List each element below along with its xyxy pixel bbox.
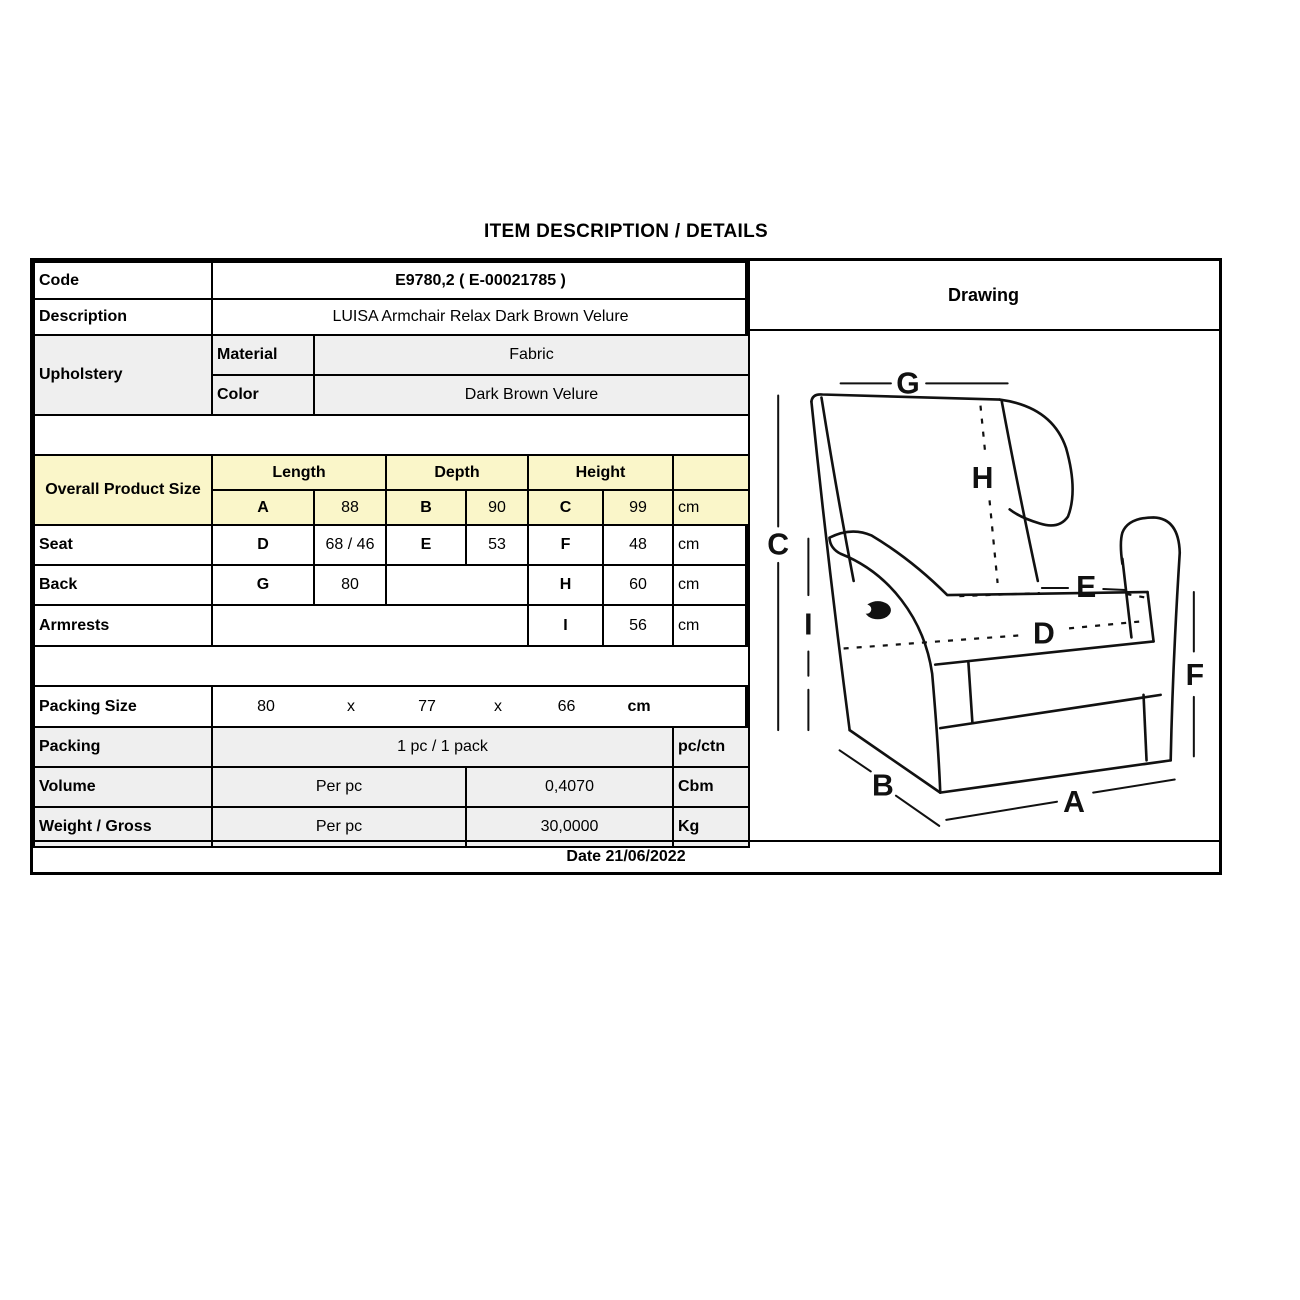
dim-label-b: B [871,769,894,803]
right-arm-top-roll [1121,517,1180,563]
packing-size-v2: 77 [418,697,436,715]
back-row [34,565,749,605]
code-label: Code [34,262,212,299]
back-right-edge [1002,401,1038,581]
seat-height-key: F [528,525,603,565]
overall-depth-key: B [386,490,466,525]
spacer-row [34,646,749,686]
date-row [33,840,1219,872]
overall-length-key: A [212,490,314,525]
dim-label-c: C [767,528,790,562]
color-value: Dark Brown Velure [314,375,749,415]
seat-unit: cm [673,525,749,565]
packing-size-v3: 66 [557,697,576,715]
volume-value: 0,4070 [466,767,673,807]
dim-label-e: E [1076,571,1097,605]
spacer-row [34,415,749,455]
armrests-row [34,605,749,646]
upholstery-label: Upholstery [34,335,212,415]
dim-label-i: I [804,608,813,642]
upholstery-material-row [34,335,749,375]
armchair-drawing [748,331,1219,840]
base-left-edge [850,730,941,792]
packing-size-label: Packing Size [34,686,212,727]
volume-label: Volume [34,767,212,807]
depth-header: Depth [386,455,528,490]
color-label: Color [212,375,314,415]
dim-label-h: H [971,462,994,496]
dim-label-g: G [896,367,920,401]
code-row [34,262,749,299]
packing-value: 1 pc / 1 pack [212,727,673,767]
packing-size-row [34,686,749,727]
packing-size-values [212,686,749,727]
volume-unit: Cbm [673,767,749,807]
seat-length-value: 68 / 46 [314,525,386,565]
seat-length-key: D [212,525,314,565]
back-length-key: G [212,565,314,605]
back-unit: cm [673,565,749,605]
right-arm-inner-edge [1122,559,1131,638]
dim-label-a: A [1063,785,1085,819]
sheet-main [33,261,1219,840]
spec-table [33,261,750,848]
page-title: ITEM DESCRIPTION / DETAILS [483,221,768,242]
overall-height-value: 99 [603,490,673,525]
armrests-label: Armrests [34,605,212,646]
overall-height-key: C [528,490,603,525]
dimension-lines [778,383,1194,825]
drawing-area [748,331,1219,840]
overall-unit: cm [673,490,749,525]
back-height-key: H [528,565,603,605]
packing-label: Packing [34,727,212,767]
size-header-row [34,455,749,490]
base-front-edge [940,760,1170,792]
overall-size-label: Overall Product Size [34,455,212,525]
height-header: Height [528,455,673,490]
weight-per: Per pc [212,807,466,847]
code-value: E9780,2 ( E-00021785 ) [212,262,749,299]
front-right-seam [1144,695,1147,761]
packing-size-flex [217,698,744,716]
date-text: Date 21/06/2022 [566,848,686,865]
material-label: Material [212,335,314,375]
dim-a-line [946,780,1174,820]
seat-row [34,525,749,565]
armrests-unit: cm [673,605,749,646]
description-row [34,299,749,335]
back-height-value: 60 [603,565,673,605]
description-value: LUISA Armchair Relax Dark Brown Velure [212,299,749,335]
back-empty-cell [386,565,528,605]
right-arm-outer-edge [1171,553,1180,761]
spec-sheet [30,258,1222,875]
overall-depth-value: 90 [466,490,528,525]
button-highlight [862,605,871,614]
dim-e-dash-right [1126,594,1148,598]
weight-value: 30,0000 [466,807,673,847]
dim-label-f: F [1185,658,1205,692]
side-button [862,601,891,619]
back-right-wing [1000,400,1073,526]
drawing-header: Drawing [748,261,1219,331]
back-length-value: 80 [314,565,386,605]
armrests-height-value: 56 [603,605,673,646]
description-label: Description [34,299,212,335]
left-arm-top-and-seat-back-edge [830,532,1148,596]
spacer-cell [34,646,749,686]
front-left-seam [968,663,972,723]
armchair-outline [811,394,1179,792]
armrests-height-key: I [528,605,603,646]
weight-unit: Kg [673,807,749,847]
packing-size-x2: x [494,697,502,715]
seat-label: Seat [34,525,212,565]
back-label: Back [34,565,212,605]
packing-size-unit: cm [627,697,651,715]
dim-d-dash-left [844,635,1020,648]
overall-length-value: 88 [314,490,386,525]
seat-right-edge [1148,592,1154,641]
armrests-empty-cell [212,605,528,646]
drawing-panel [748,261,1219,840]
size-header-empty [673,455,749,490]
seat-depth-key: E [386,525,466,565]
volume-row [34,767,749,807]
dim-h-dash-top [980,406,985,456]
packing-unit: pc/ctn [673,727,749,767]
dim-h-dash-bottom [990,500,998,583]
seat-height-value: 48 [603,525,673,565]
spacer-cell [34,415,749,455]
material-value: Fabric [314,335,749,375]
packing-row [34,727,749,767]
dim-label-d: D [1032,617,1055,651]
volume-per: Per pc [212,767,466,807]
weight-label: Weight / Gross [34,807,212,847]
spec-section [33,261,748,840]
length-header: Length [212,455,386,490]
packing-size-x1: x [347,697,355,715]
packing-size-v1: 80 [257,697,275,715]
seat-depth-value: 53 [466,525,528,565]
